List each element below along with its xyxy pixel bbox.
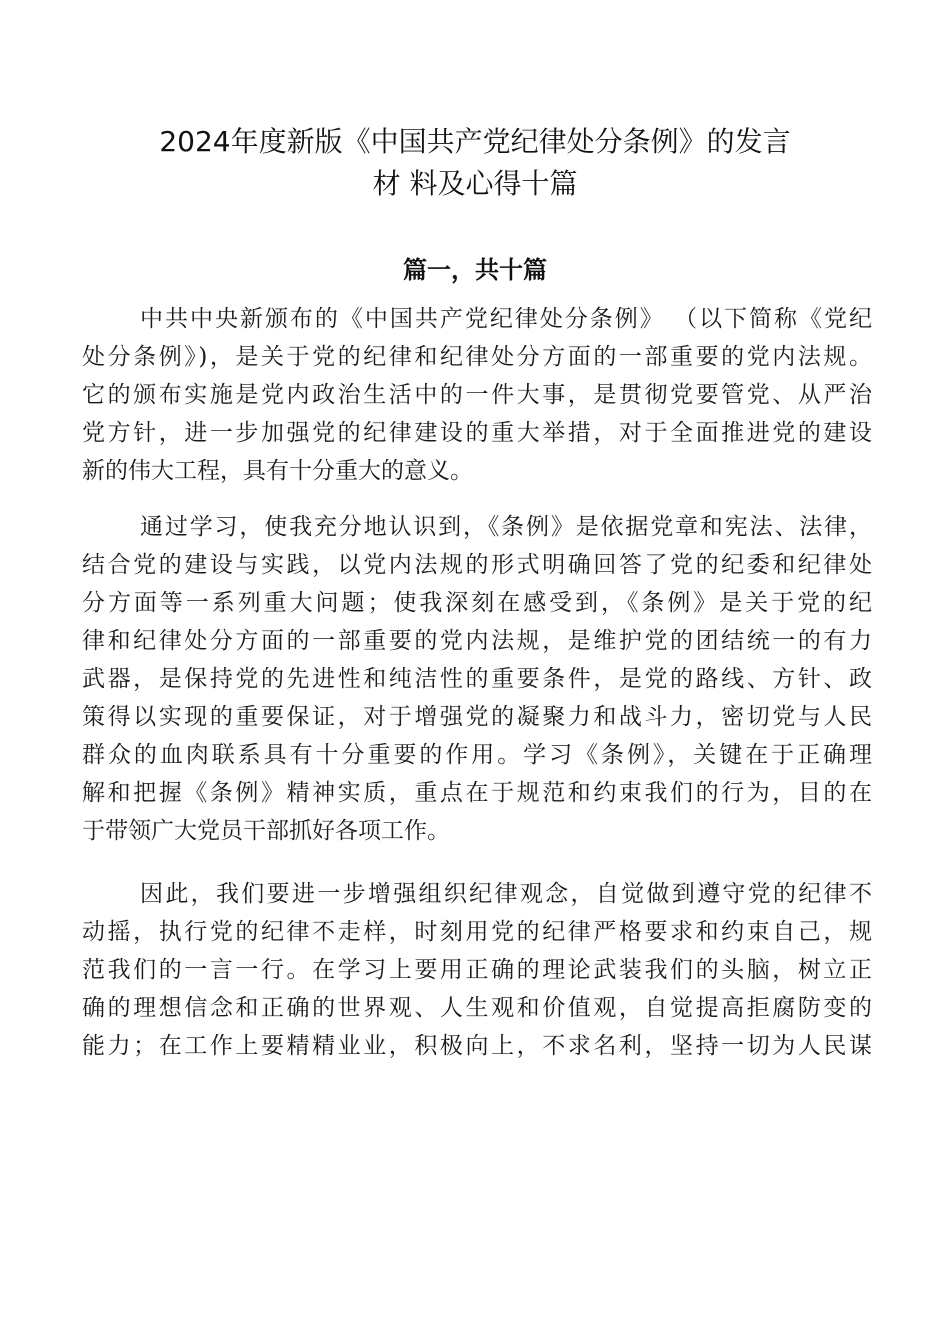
paragraph-line: 动摇，执行党的纪律不走样，时刻用党的纪律严格要求和约束自己，规 [82, 919, 872, 945]
paragraph-line: 处分条例》)，是关于党的纪律和纪律处分方面的一部重要的党内法规。 [82, 344, 872, 370]
paragraph-line: 群众的血肉联系具有十分重要的作用。学习《条例》，关键在于正确理 [82, 742, 872, 768]
paragraph-line: 分方面等一系列重大问题；使我深刻在感受到，《条例》是关于党的纪 [82, 590, 872, 616]
paragraph-line: 新的伟大工程，具有十分重大的意义。 [82, 458, 473, 484]
document-title-line-2: 材 料及心得十篇 [372, 167, 578, 200]
section-heading: 篇一，共十篇 [403, 256, 547, 284]
paragraph-line: 武器，是保持党的先进性和纯洁性的重要条件，是党的路线、方针、政 [82, 666, 872, 692]
paragraph-2 [82, 508, 872, 850]
paragraph-line: 中共中央新颁布的《中国共产党纪律处分条例》 （以下简称《党纪 [140, 306, 872, 332]
paragraph-line: 范我们的一言一行。在学习上要用正确的理论武装我们的头脑，树立正 [82, 957, 872, 983]
paragraph-line: 结合党的建设与实践，以党内法规的形式明确回答了党的纪委和纪律处 [82, 552, 872, 578]
paragraph-3 [82, 875, 872, 1065]
paragraph-line: 能力；在工作上要精精业业，积极向上，不求名利，坚持一切为人民谋 [82, 1033, 872, 1059]
paragraph-line: 党方针，进一步加强党的纪律建设的重大举措，对于全面推进党的建设 [82, 420, 872, 446]
paragraph-line: 因此，我们要进一步增强组织纪律观念，自觉做到遵守党的纪律不 [140, 881, 872, 907]
paragraph-1 [82, 300, 872, 490]
paragraph-line: 确的理想信念和正确的世界观、人生观和价值观，自觉提高拒腐防变的 [82, 995, 872, 1021]
paragraph-line: 通过学习，使我充分地认识到，《条例》是依据党章和宪法、法律， [140, 514, 872, 540]
paragraph-line: 律和纪律处分方面的一部重要的党内法规，是维护党的团结统一的有力 [82, 628, 872, 654]
document-title-line-1: 2024年度新版《中国共产党纪律处分条例》的发言 [159, 125, 791, 158]
paragraph-line: 于带领广大党员干部抓好各项工作。 [82, 818, 450, 844]
paragraph-line: 解和把握《条例》精神实质，重点在于规范和约束我们的行为，目的在 [82, 780, 872, 806]
paragraph-line: 策得以实现的重要保证，对于增强党的凝聚力和战斗力，密切党与人民 [82, 704, 872, 730]
paragraph-line: 它的颁布实施是党内政治生活中的一件大事，是贯彻党要管党、从严治 [82, 382, 872, 408]
